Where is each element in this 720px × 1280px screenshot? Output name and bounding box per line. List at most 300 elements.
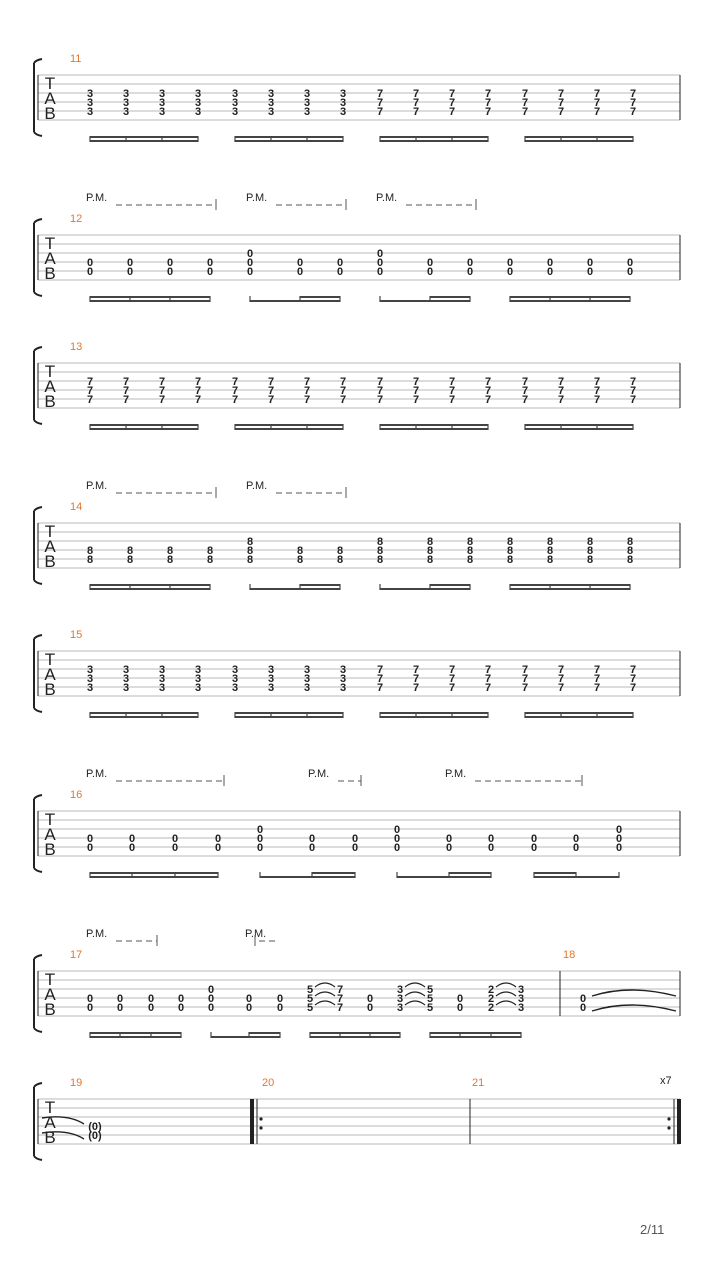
fret-number: 8 <box>296 554 304 566</box>
slur <box>315 983 335 987</box>
fret-number: 7 <box>448 376 456 388</box>
fret-number: 7 <box>629 673 637 685</box>
fret-number: 7 <box>448 394 456 406</box>
fret-number: 3 <box>517 1002 525 1014</box>
fret-number: 7 <box>376 97 384 109</box>
fret-number: 0 <box>116 993 124 1005</box>
fret-number: 0 <box>530 833 538 845</box>
fret-number: 7 <box>629 106 637 118</box>
fret-number: 0 <box>466 266 474 278</box>
fret-number: 7 <box>336 984 344 996</box>
measure-number: 14 <box>70 501 83 513</box>
beam <box>380 428 488 430</box>
beam-secondary <box>449 872 491 874</box>
fret-number: 7 <box>521 97 529 109</box>
beam <box>90 428 198 430</box>
fret-number: 7 <box>521 88 529 100</box>
fret-number: 3 <box>231 97 239 109</box>
beam <box>90 1036 181 1038</box>
fret-number: 7 <box>593 394 601 406</box>
fret-number: 0 <box>246 257 254 269</box>
tab-system <box>34 53 680 142</box>
beam <box>525 716 633 718</box>
beam <box>90 300 210 302</box>
fret-number: 7 <box>629 394 637 406</box>
measure-number: 20 <box>262 1077 275 1089</box>
beam-secondary <box>510 296 630 298</box>
tab-clef-letter: T <box>44 650 56 669</box>
fret-number: 0 <box>116 1002 124 1014</box>
fret-number: 0 <box>214 833 222 845</box>
slur <box>405 1001 425 1005</box>
beam-secondary <box>430 1032 521 1034</box>
beam-secondary <box>235 136 343 138</box>
fret-number: 7 <box>336 1002 344 1014</box>
measure-number: 17 <box>70 949 83 961</box>
tab-clef-letter: T <box>44 810 56 829</box>
tab-clef-letter: B <box>44 392 56 411</box>
measure-number: 19 <box>70 1077 83 1089</box>
fret-number: 3 <box>339 682 347 694</box>
tab-system <box>34 768 680 878</box>
fret-number: 8 <box>336 554 344 566</box>
fret-number: 0 <box>456 993 464 1005</box>
fret-number: 3 <box>86 106 94 118</box>
beam-secondary <box>525 136 633 138</box>
fret-number: 0 <box>177 1002 185 1014</box>
fret-number: 2 <box>487 1002 495 1014</box>
tab-clef-letter: B <box>44 104 56 123</box>
fret-number: 0 <box>615 824 623 836</box>
fret-number: 7 <box>194 376 202 388</box>
fret-number: 2 <box>487 984 495 996</box>
beam-secondary <box>380 136 488 138</box>
fret-number: 3 <box>194 97 202 109</box>
fret-number: 8 <box>466 536 474 548</box>
page-number: 2/11 <box>640 1222 665 1237</box>
fret-number: 8 <box>376 536 384 548</box>
fret-number: 8 <box>206 545 214 557</box>
fret-number: 0 <box>506 266 514 278</box>
fret-number: 0 <box>366 1002 374 1014</box>
fret-number: 0 <box>586 266 594 278</box>
fret-number: 0 <box>579 993 587 1005</box>
fret-number: 8 <box>546 545 554 557</box>
palm-mute-label: P.M. <box>246 192 268 204</box>
palm-mute-label: P.M. <box>246 480 268 492</box>
beam-secondary <box>235 712 343 714</box>
fret-number: 7 <box>484 682 492 694</box>
tab-clef-letter: T <box>44 970 56 989</box>
fret-number: 3 <box>231 88 239 100</box>
slur <box>315 992 335 996</box>
fret-number: 0 <box>207 984 215 996</box>
palm-mute-label: P.M. <box>86 768 108 780</box>
fret-number: 7 <box>484 385 492 397</box>
fret-number: 7 <box>267 394 275 406</box>
fret-number: 0 <box>393 833 401 845</box>
fret-number: 3 <box>158 97 166 109</box>
fret-number: 3 <box>303 88 311 100</box>
tab-clef-letter: B <box>44 1000 56 1019</box>
fret-number: 3 <box>194 673 202 685</box>
beam <box>380 140 488 142</box>
beam-secondary <box>380 712 488 714</box>
repeat-dot <box>667 1117 670 1120</box>
fret-number: 3 <box>267 664 275 676</box>
fret-number: 3 <box>396 993 404 1005</box>
fret-number: 7 <box>557 394 565 406</box>
fret-number: 7 <box>412 385 420 397</box>
fret-number: 7 <box>521 673 529 685</box>
fret-number: 8 <box>426 545 434 557</box>
fret-number: 0 <box>626 266 634 278</box>
fret-number: 8 <box>426 536 434 548</box>
fret-number: 3 <box>122 106 130 118</box>
fret-number: 0 <box>296 266 304 278</box>
beam-secondary <box>90 424 198 426</box>
fret-number: 8 <box>376 554 384 566</box>
fret-number: 3 <box>158 682 166 694</box>
fret-number: 0 <box>126 266 134 278</box>
fret-number: 0 <box>366 993 374 1005</box>
fret-number: 7 <box>448 106 456 118</box>
fret-number: 7 <box>376 673 384 685</box>
fret-number: 7 <box>557 97 565 109</box>
measure-number: 16 <box>70 789 83 801</box>
fret-number: 5 <box>306 993 314 1005</box>
fret-number: 0 <box>487 833 495 845</box>
beam-secondary <box>534 872 576 874</box>
fret-number: 3 <box>303 664 311 676</box>
fret-number: 3 <box>396 984 404 996</box>
slur <box>315 1001 335 1005</box>
fret-number: 7 <box>412 673 420 685</box>
fret-number: 3 <box>517 984 525 996</box>
fret-number: 0 <box>166 257 174 269</box>
fret-number: 3 <box>158 88 166 100</box>
fret-number: 7 <box>303 385 311 397</box>
fret-number: 8 <box>546 554 554 566</box>
fret-number: 0 <box>276 993 284 1005</box>
beam-secondary <box>90 872 218 874</box>
fret-number: 3 <box>122 673 130 685</box>
fret-number: 0 <box>171 842 179 854</box>
beam-secondary <box>249 1032 280 1034</box>
fret-number: 8 <box>376 545 384 557</box>
fret-number: 7 <box>557 682 565 694</box>
beam <box>90 140 198 142</box>
tab-clef-letter: B <box>44 552 56 571</box>
fret-number: 7 <box>484 88 492 100</box>
fret-number: 3 <box>231 106 239 118</box>
fret-number: 0 <box>466 257 474 269</box>
beam <box>250 588 340 590</box>
beam-secondary <box>310 1032 400 1034</box>
fret-number: 3 <box>122 88 130 100</box>
fret-number: 0 <box>308 842 316 854</box>
fret-number: 7 <box>339 385 347 397</box>
fret-number: 7 <box>521 106 529 118</box>
fret-number: 7 <box>376 682 384 694</box>
fret-number: 3 <box>194 106 202 118</box>
tab-clef-letter: A <box>44 985 56 1004</box>
beam <box>380 300 470 302</box>
fret-number: 3 <box>122 664 130 676</box>
fret-number: 0 <box>296 257 304 269</box>
fret-number: 7 <box>593 664 601 676</box>
beam-secondary <box>525 424 633 426</box>
fret-number: 0 <box>376 257 384 269</box>
fret-number: 7 <box>593 88 601 100</box>
fret-number: 5 <box>306 1002 314 1014</box>
fret-number: 7 <box>122 385 130 397</box>
tab-clef-letter: T <box>44 234 56 253</box>
beam-secondary <box>430 584 470 586</box>
fret-number: 0 <box>207 1002 215 1014</box>
fret-number: 8 <box>126 554 134 566</box>
tab-clef-letter: T <box>44 74 56 93</box>
fret-number: 7 <box>194 394 202 406</box>
beam-secondary <box>312 872 355 874</box>
beam <box>235 140 343 142</box>
fret-number: 0 <box>393 824 401 836</box>
fret-number: 3 <box>339 97 347 109</box>
beam-secondary <box>300 584 340 586</box>
fret-number: 3 <box>339 673 347 685</box>
fret-number: 7 <box>629 385 637 397</box>
fret-number: 7 <box>339 394 347 406</box>
tie-out <box>592 990 676 996</box>
fret-number: 0 <box>177 993 185 1005</box>
fret-number: 8 <box>336 545 344 557</box>
fret-number: 7 <box>376 106 384 118</box>
slur <box>496 992 516 996</box>
tab-clef-letter: B <box>44 840 56 859</box>
fret-number: 3 <box>231 682 239 694</box>
fret-number: 7 <box>376 385 384 397</box>
repeat-dot <box>667 1126 670 1129</box>
fret-number: 0 <box>336 257 344 269</box>
fret-number: 3 <box>303 682 311 694</box>
tab-system <box>34 341 680 430</box>
fret-number: 0 <box>147 993 155 1005</box>
fret-number: 0 <box>546 257 554 269</box>
fret-number: 7 <box>557 88 565 100</box>
fret-number: 0 <box>456 1002 464 1014</box>
tab-system <box>34 1075 681 1160</box>
fret-number: 0 <box>206 257 214 269</box>
fret-number: 7 <box>158 376 166 388</box>
fret-number: 7 <box>86 385 94 397</box>
fret-number: 0 <box>246 248 254 260</box>
fret-number: 3 <box>158 673 166 685</box>
fret-number: 0 <box>351 842 359 854</box>
fret-number: 3 <box>86 682 94 694</box>
fret-number: (0) <box>88 1130 102 1142</box>
fret-number: 7 <box>412 376 420 388</box>
fret-number: 5 <box>426 984 434 996</box>
fret-number: 0 <box>586 257 594 269</box>
fret-number: 7 <box>376 376 384 388</box>
tab-clef-letter: T <box>44 522 56 541</box>
fret-number: 0 <box>308 833 316 845</box>
tie-out <box>592 1005 676 1011</box>
fret-number: 7 <box>412 106 420 118</box>
tab-clef-letter: A <box>44 249 56 268</box>
fret-number: 0 <box>276 1002 284 1014</box>
fret-number: 7 <box>484 376 492 388</box>
fret-number: 7 <box>267 385 275 397</box>
fret-number: 5 <box>426 993 434 1005</box>
beam-secondary <box>235 424 343 426</box>
fret-number: 8 <box>546 536 554 548</box>
fret-number: 7 <box>231 376 239 388</box>
fret-number: 8 <box>586 554 594 566</box>
fret-number: 7 <box>557 673 565 685</box>
fret-number: 7 <box>158 394 166 406</box>
fret-number: 7 <box>376 394 384 406</box>
beam <box>235 716 343 718</box>
fret-number: 0 <box>245 1002 253 1014</box>
fret-number: 7 <box>412 97 420 109</box>
fret-number: 7 <box>629 376 637 388</box>
beam-secondary <box>90 296 210 298</box>
fret-number: 0 <box>256 833 264 845</box>
tab-clef-letter: B <box>44 680 56 699</box>
fret-number: 7 <box>86 394 94 406</box>
beam <box>211 1036 280 1038</box>
fret-number: 7 <box>376 88 384 100</box>
fret-number: 8 <box>506 545 514 557</box>
fret-number: 7 <box>86 376 94 388</box>
fret-number: 7 <box>336 993 344 1005</box>
fret-number: (0) <box>88 1121 102 1133</box>
repeat-dot <box>259 1126 262 1129</box>
beam-secondary <box>525 712 633 714</box>
fret-number: 0 <box>128 842 136 854</box>
fret-number: 0 <box>86 842 94 854</box>
palm-mute-label: P.M. <box>86 480 108 492</box>
fret-number: 3 <box>158 106 166 118</box>
fret-number: 7 <box>448 97 456 109</box>
measure-number: 11 <box>70 53 82 65</box>
fret-number: 7 <box>231 394 239 406</box>
tab-clef-letter: A <box>44 825 56 844</box>
fret-number: 5 <box>306 984 314 996</box>
repeat-end-thick <box>677 1099 681 1144</box>
fret-number: 7 <box>593 97 601 109</box>
fret-number: 7 <box>629 97 637 109</box>
fret-number: 0 <box>256 824 264 836</box>
fret-number: 7 <box>629 664 637 676</box>
tab-clef-letter: A <box>44 89 56 108</box>
slur <box>405 992 425 996</box>
fret-number: 7 <box>448 385 456 397</box>
fret-number: 8 <box>166 545 174 557</box>
fret-number: 8 <box>296 545 304 557</box>
fret-number: 3 <box>86 97 94 109</box>
beam <box>397 876 491 878</box>
fret-number: 0 <box>86 993 94 1005</box>
repeat-dot <box>259 1117 262 1120</box>
fret-number: 8 <box>626 545 634 557</box>
beam <box>90 876 218 878</box>
beam <box>380 588 470 590</box>
fret-number: 7 <box>521 394 529 406</box>
fret-number: 3 <box>231 673 239 685</box>
beam-secondary <box>90 584 210 586</box>
beam <box>430 1036 521 1038</box>
tab-system <box>34 928 680 1038</box>
fret-number: 7 <box>521 664 529 676</box>
fret-number: 8 <box>586 545 594 557</box>
fret-number: 3 <box>267 682 275 694</box>
fret-number: 7 <box>484 394 492 406</box>
fret-number: 7 <box>376 664 384 676</box>
fret-number: 3 <box>267 106 275 118</box>
fret-number: 7 <box>231 385 239 397</box>
tab-clef-letter: A <box>44 377 56 396</box>
fret-number: 0 <box>615 833 623 845</box>
fret-number: 3 <box>339 106 347 118</box>
fret-number: 7 <box>448 682 456 694</box>
measure-number: 21 <box>472 1077 485 1089</box>
tab-clef-letter: B <box>44 264 56 283</box>
fret-number: 0 <box>376 248 384 260</box>
fret-number: 7 <box>593 385 601 397</box>
fret-number: 0 <box>171 833 179 845</box>
fret-number: 0 <box>487 842 495 854</box>
tab-clef-letter: B <box>44 1128 56 1147</box>
fret-number: 3 <box>194 664 202 676</box>
fret-number: 8 <box>166 554 174 566</box>
tab-system <box>34 480 680 590</box>
fret-number: 8 <box>86 545 94 557</box>
fret-number: 7 <box>412 682 420 694</box>
fret-number: 8 <box>86 554 94 566</box>
fret-number: 3 <box>303 97 311 109</box>
fret-number: 0 <box>376 266 384 278</box>
palm-mute-label: P.M. <box>376 192 398 204</box>
fret-number: 8 <box>426 554 434 566</box>
fret-number: 0 <box>206 266 214 278</box>
palm-mute-label: P.M. <box>245 928 267 940</box>
beam <box>380 716 488 718</box>
fret-number: 0 <box>214 842 222 854</box>
fret-number: 5 <box>426 1002 434 1014</box>
fret-number: 7 <box>484 673 492 685</box>
beam-secondary <box>510 584 630 586</box>
beam <box>510 588 630 590</box>
fret-number: 0 <box>445 833 453 845</box>
slur <box>496 1001 516 1005</box>
fret-number: 8 <box>626 554 634 566</box>
fret-number: 7 <box>593 682 601 694</box>
fret-number: 0 <box>86 833 94 845</box>
fret-number: 3 <box>303 106 311 118</box>
fret-number: 0 <box>245 993 253 1005</box>
fret-number: 7 <box>521 682 529 694</box>
palm-mute-label: P.M. <box>308 768 330 780</box>
fret-number: 3 <box>158 664 166 676</box>
fret-number: 3 <box>339 664 347 676</box>
beam <box>235 428 343 430</box>
fret-number: 7 <box>412 394 420 406</box>
fret-number: 0 <box>579 1002 587 1014</box>
palm-mute-label: P.M. <box>86 192 108 204</box>
measure-number: 13 <box>70 341 83 353</box>
